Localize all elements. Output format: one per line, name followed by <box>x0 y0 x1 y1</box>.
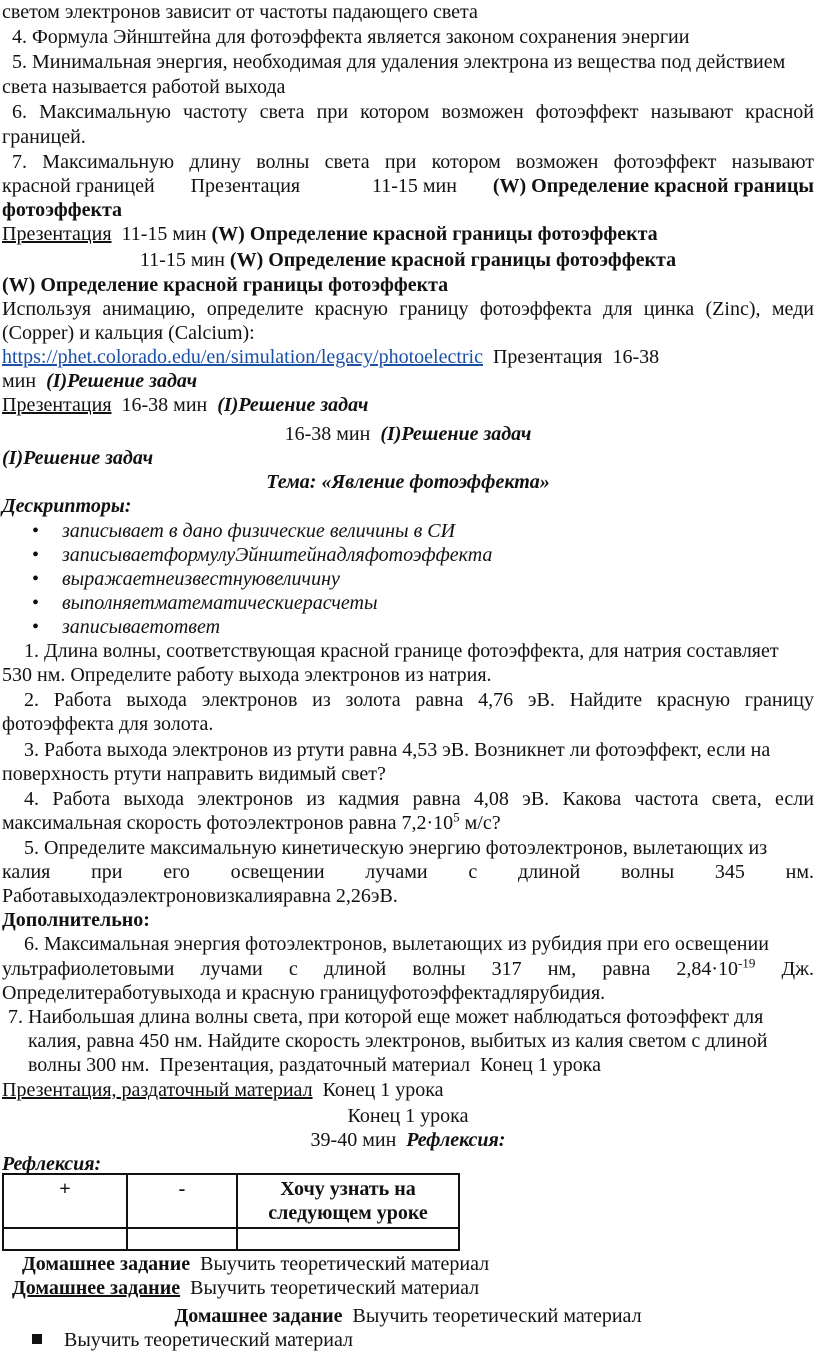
text-line: 530 нм. Определите работу выхода электронов из натрия. <box>2 664 492 686</box>
text-line: Презентация, раздаточный материал Конец 1 урока <box>2 1079 444 1101</box>
text-line: Конец 1 урока <box>347 1105 469 1127</box>
text-line: Используя анимацию, определите красную границу фотоэффекта для цинка (Zinc), меди <box>2 298 814 320</box>
text-line: Домашнее задание Выучить теоретический материал <box>174 1305 642 1327</box>
table-row <box>3 1174 459 1228</box>
text-line: 4. Формула Эйнштейна для фотоэффекта является законом сохранения энергии <box>12 26 690 48</box>
table-cell <box>237 1228 459 1250</box>
text-line: ультрафиолетовыми лучами с длиной волны 317 нм, равна $2,84\cdot 10^{-19}$ Дж. <box>2 955 815 980</box>
square-bullet-icon <box>32 1334 42 1344</box>
table-header-learn: Хочу узнать на следующем уроке <box>237 1174 459 1228</box>
text-line: 16-38 мин (I)Решение задач <box>284 423 532 445</box>
text-line: фотоэффекта для золота. <box>2 713 214 735</box>
table-header-plus: + <box>3 1174 127 1228</box>
reflection-heading: Рефлексия: <box>2 1153 102 1175</box>
text-line: (I)Решение задач <box>2 447 154 469</box>
phet-simulation-link[interactable]: https://phet.colorado.edu/en/simulation/legacy/photoelectric <box>2 346 483 368</box>
text-line: 6. Максимальную частоту света при котором возможен фотоэффект называют красной <box>12 101 814 123</box>
reflection-table <box>2 1173 460 1251</box>
round-bullet-icon: • <box>32 568 40 590</box>
text-line: волны 300 нм. Презентация, раздаточный материал Конец 1 урока <box>28 1054 602 1076</box>
text-line: (W) Определение красной границы фотоэффекта <box>2 274 449 296</box>
text-line: поверхность ртути направить видимый свет? <box>2 763 386 785</box>
text-line: 39-40 мин Рефлексия: <box>310 1129 506 1151</box>
text-line: (Copper) и кальция (Calcium): <box>2 322 255 344</box>
text-line: калия при его освещении лучами с длиной волны 345 нм. <box>2 861 814 883</box>
text-line: 7. Наибольшая длина волны света, при которой еще может наблюдаться фотоэффект для <box>8 1006 764 1028</box>
text-line: 11-15 мин (W) Определение красной границы фотоэффекта <box>139 249 677 271</box>
table-header-minus: - <box>127 1174 237 1228</box>
text-line: Определитеработувыхода и красную границуфотоэффектадлярубидия. <box>2 982 606 1004</box>
text-line: Домашнее задание Выучить теоретический материал <box>22 1253 490 1275</box>
text-line: максимальная скорость фотоэлектронов равна $7,2\cdot 10^5$ м/с? <box>2 809 501 834</box>
table-row <box>3 1228 459 1250</box>
table-cell <box>127 1228 237 1250</box>
round-bullet-icon: • <box>32 616 40 638</box>
round-bullet-icon: • <box>32 592 40 614</box>
text-line: 1. Длина волны, соответствующая красной границе фотоэффекта, для натрия составляет <box>24 640 779 662</box>
list-item: Выучить теоретический материал <box>32 1328 816 1352</box>
section-title: Тема: «Явление фотоэффекта» <box>266 471 550 493</box>
text-line: калия, равна 450 нм. Найдите скорость электронов, выбитых из калия светом с длиной <box>28 1030 768 1052</box>
text-line: 2. Работа выхода электронов из золота равна 4,76 эВ. Найдите красную границу <box>24 689 814 711</box>
text-line: мин (I)Решение задач <box>2 370 198 392</box>
text-line: 5. Минимальная энергия, необходимая для удаления электрона из вещества под действием <box>12 51 786 73</box>
text-line: https://phet.colorado.edu/en/simulation/legacy/photoelectric Презентация 16-38 <box>2 346 660 368</box>
text-line: 3. Работа выхода электронов из ртути равна 4,53 эВ. Возникнет ли фотоэффект, если на <box>24 739 771 761</box>
round-bullet-icon: • <box>32 544 40 566</box>
text-line: фотоэффекта <box>2 199 123 221</box>
text-line: Презентация 16-38 мин (I)Решение задач <box>2 394 369 416</box>
text-line: Работавыходаэлектроновизкалияравна 2,26эВ. <box>2 885 398 907</box>
extra-heading: Дополнительно: <box>2 909 150 931</box>
table-cell <box>3 1228 127 1250</box>
text-line: 6. Максимальная энергия фотоэлектронов, вылетающих из рубидия при его освещении <box>24 933 769 955</box>
round-bullet-icon: • <box>32 520 40 542</box>
text-line: границей. <box>2 126 86 148</box>
text-line: 7. Максимальную длину волны света при котором возможен фотоэффект называют <box>12 151 814 173</box>
descriptors-heading: Дескрипторы: <box>2 495 132 517</box>
text-line: 5. Определите максимальную кинетическую энергию фотоэлектронов, вылетающих из <box>24 837 768 859</box>
text-line: Домашнее задание Выучить теоретический материал <box>12 1277 480 1299</box>
text-line: светом электронов зависит от частоты падающего света <box>2 1 478 23</box>
text-line: Презентация 11-15 мин (W) Определение красной границы фотоэффекта <box>2 223 658 245</box>
text-line: 4. Работа выхода электронов из кадмия равна 4,08 эВ. Какова частота света, если <box>24 788 814 810</box>
text-line: света называется работой выхода <box>2 76 286 98</box>
text-line: красной границей Презентация 11-15 мин (W) Определение красной границы <box>2 175 814 197</box>
